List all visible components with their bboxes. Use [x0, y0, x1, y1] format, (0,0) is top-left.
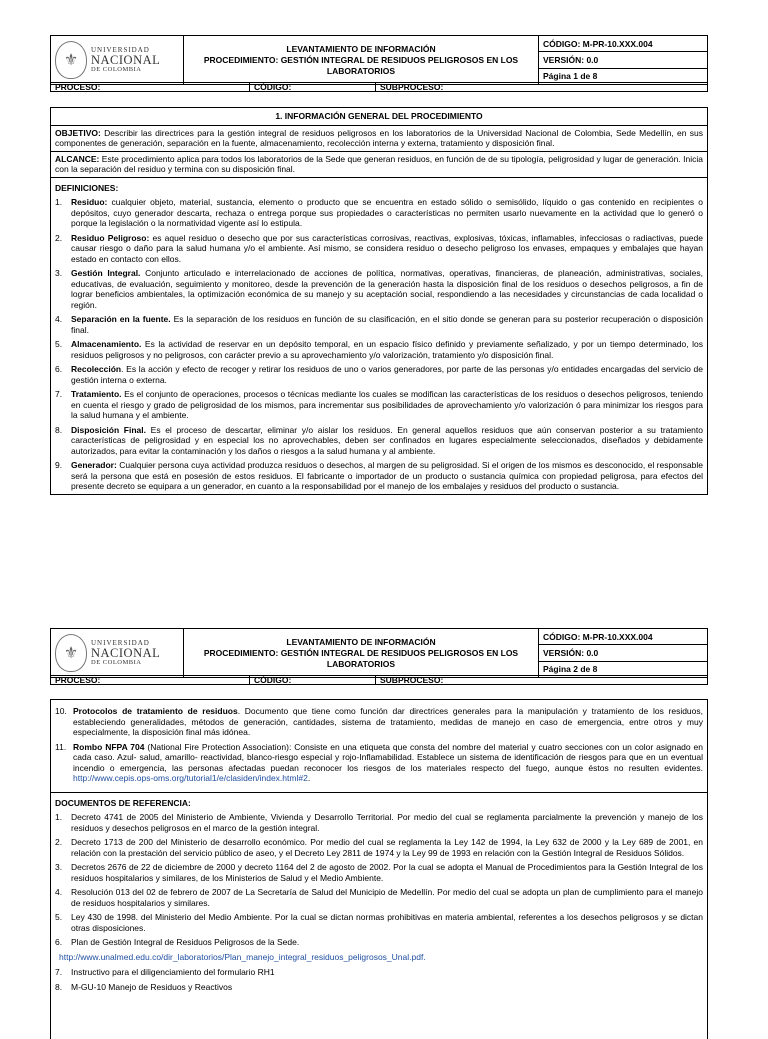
page2-body [50, 699, 708, 1039]
page1-body [50, 107, 708, 495]
page1-process-row [50, 82, 708, 92]
list-item: 3. Decretos 2676 de 22 de diciembre de 2000 y decreto 1164 del 2 de agosto de 2002. Por la cual se adopta el Manual de Procedimientos para la Gestión Integral de los residuos hospitalarios y similares, de los Ministerios de Salud y el Medio Ambiente. [55, 862, 703, 883]
alcance-text: Este procedimiento aplica para todos los laboratorios de la Sede que generan residuos, en función de de su tipología, peligrosidad y lugar de generación. Inicia con la separación del residuo y termina con su disposición final. [55, 153, 703, 174]
list-item: 7. Instructivo para el diligenciamiento del formulario RH1 [55, 967, 275, 977]
definiciones-label: DEFINICIONES: [55, 182, 119, 193]
university-logo [55, 629, 179, 677]
page2-process-row [50, 675, 708, 685]
proceso-label: PROCESO: [51, 676, 250, 685]
doc-title [184, 36, 539, 85]
list-item: 5. Ley 430 de 1998. del Ministerio del Medio Ambiente. Por la cual se dictan normas prohibitivas en materia ambiental, referentes a los desechos peligrosos y se dictan otras disposiciones. [55, 912, 703, 933]
logo-line1: UNIVERSIDAD [91, 46, 150, 54]
list-item: 11. Rombo NFPA 704 (National Fire Protection Association): Consiste en una etiqueta que consta del nombre del material y cuatro secciones con un color asignado en cada caso. Azul- salud, amarillo- reactividad, blanco-riesgo especial y rojo-Inflamabilidad. Establece un sistema de identificación de riesgos para que en un eventual incendio o emergencia, las personas afectadas puedan reconocer los riesgos de los materiales respecto del fuego, aunque éstos no resulten evidentes. http://www.cepis.ops-oms.org/tutorial1/e/clasiden/index.html#2. [55, 741, 704, 783]
definiciones-block [51, 178, 707, 494]
list-item: 4. Separación en la fuente. Es la separación de los residuos en función de su clasificación, en el sitio donde se generan para su posterior recuperación o disposición final. [55, 314, 704, 335]
title-line3: LABORATORIOS [326, 658, 396, 669]
page2-header [50, 628, 708, 678]
objetivo-label: OBJETIVO: [55, 127, 101, 138]
definitions-list [55, 197, 703, 492]
definitions-list-continued [55, 706, 703, 784]
doc-code: CÓDIGO: M-PR-10.XXX.004 [539, 629, 708, 645]
doc-version: VERSIÓN: 0.0 [539, 645, 708, 661]
logo-cell [51, 36, 184, 85]
title-line2: PROCEDIMIENTO: GESTIÓN INTEGRAL DE RESIDUOS PELIGROSOS EN LOS [203, 54, 519, 65]
university-seal-icon: ⚜ [55, 41, 87, 79]
doc-title [184, 629, 539, 678]
codigo-label: CÓDIGO: [250, 676, 376, 685]
title-line1: LEVANTAMIENTO DE INFORMACIÓN [286, 636, 436, 647]
list-item: 3. Gestión Integral. Conjunto articulado e interrelacionado de acciones de política, normativas, operativas, financieras, de planeación, administrativas, sociales, educativas, de evaluación, seguimiento y monitoreo, desde la prevención de la generación hasta la disposición final de los residuos o desechos peligrosos, a fin de lograr beneficios ambientales, la optimización económica de su manejo y su aceptación social, respondiendo a las necesidades y circunstancias de cada localidad o región. [55, 268, 703, 310]
section-title: 1. INFORMACIÓN GENERAL DEL PROCEDIMIENTO [51, 108, 707, 126]
references-list-continued [55, 967, 703, 992]
page-number: Página 2 de 8 [539, 661, 708, 677]
list-item: 6. Plan de Gestión Integral de Residuos Peligrosos de la Sede. [55, 937, 300, 947]
references-block [51, 792, 707, 999]
logo-line2: NACIONAL [91, 646, 161, 660]
title-line3: LABORATORIOS [326, 65, 396, 76]
list-item: 1. Residuo: cualquier objeto, material, sustancia, elemento o producto que se encuentra en estado sólido o semisólido, líquido o gas contenido en recipientes o depósitos, cuyo generador descarta, rechaza o entrega porque sus propiedades o características no permiten usarlo nuevamente en la actividad que lo generó o porque la legislación o la normatividad vigente así lo estipula. [55, 197, 703, 228]
page-number: Página 1 de 8 [539, 68, 708, 84]
list-item: 2. Residuo Peligroso: es aquel residuo o desecho que por sus características corrosivas, reactivas, explosivas, tóxicas, inflamables, infecciosas o radiactivas, puede causar riesgo o daño para la salud humana y/o el ambiente. Así mismo, se considera residuo o desecho peligroso los envases, empaques y embalajes que hayan estado en contacto con ellos. [55, 232, 703, 264]
logo-line1: UNIVERSIDAD [91, 639, 150, 647]
logo-line2: NACIONAL [91, 53, 161, 67]
list-item: 8. Disposición Final. Es el proceso de descartar, eliminar y/o aislar los residuos. En general aquellos residuos que aún conservan posterior a su tratamiento características de peligrosidad y en especial los no aprovechables, deben ser confinados en lugares especialmente seleccionados, diseñados y debidamente autorizados, para evitar la contaminación y los daños o riesgos a la salud humana y al ambiente. [55, 424, 704, 456]
objetivo-text: Describir las directrices para la gestión integral de residuos peligrosos en los laboratorios de la Universidad Nacional de Colombia, Sede Medellín, en sus componentes de generación, separación en la fuente, almacenamiento, recolección interna y externa, tratamiento y disposición final. [55, 127, 703, 148]
doc-code: CÓDIGO: M-PR-10.XXX.004 [539, 36, 708, 52]
plan-pdf-link[interactable]: http://www.unalmed.edu.co/dir_laboratorios/Plan_manejo_integral_residuos_peligrosos_Unal.pdf. [59, 951, 426, 962]
doc-version: VERSIÓN: 0.0 [539, 52, 708, 68]
alcance-block [51, 152, 707, 178]
list-item: 9. Generador: Cualquier persona cuya actividad produzca residuos o desechos, al margen de su peligrosidad. Si el origen de los mismos es desconocido, el responsable será la persona que está en posesión de estos residuos. El fabricante o importador de un producto o sustancia química con propiedad peligrosa, para efectos del presente decreto se equipara a un generador, en cuanto a la responsabilidad por el manejo de los embalajes y residuos del producto o sustancia. [55, 460, 703, 491]
logo-line3: DE COLOMBIA [91, 658, 142, 666]
list-item: 7. Tratamiento. Es el conjunto de operaciones, procesos o técnicas mediante los cuales se modifican las características de los residuos o desechos peligrosos, teniendo en cuenta el riesgo y grado de peligrosidad de los mismos, para incrementar sus posibilidades de aprovechamiento y/o valorización ó para minimizar los riesgos para la salud humana y el ambiente. [55, 389, 703, 420]
title-line1: LEVANTAMIENTO DE INFORMACIÓN [286, 43, 436, 54]
subproceso-label: SUBPROCESO: [376, 83, 708, 92]
list-item: 8. M-GU-10 Manejo de Residuos y Reactivos [55, 981, 233, 992]
university-seal-icon: ⚜ [55, 634, 87, 672]
subproceso-label: SUBPROCESO: [376, 676, 708, 685]
page1-header [50, 35, 708, 85]
docs-label: DOCUMENTOS DE REFERENCIA: [55, 797, 191, 808]
list-item: 1. Decreto 4741 de 2005 del Ministerio de Ambiente, Vivienda y Desarrollo Territorial. Por medio del cual se reglamenta parcialmente la prevención y manejo de los residuos y desechos peligrosos en el marco de la gestión integral. [55, 812, 703, 833]
title-line2: PROCEDIMIENTO: GESTIÓN INTEGRAL DE RESIDUOS PELIGROSOS EN LOS [203, 647, 519, 658]
logo-line3: DE COLOMBIA [91, 65, 142, 73]
references-list [55, 812, 703, 948]
list-item: 4. Resolución 013 del 02 de febrero de 2007 de La Secretaría de Salud del Municipio de Medellín. Por medio del cual se adopta un plan de cumplimiento para el manejo de residuos hospitalarios y similares. [55, 887, 703, 908]
list-item: 6. Recolección. Es la acción y efecto de recoger y retirar los residuos de uno o varios generadores, por parte de las personas y/o entidades encargadas del servicio de gestión interna o externa. [55, 364, 703, 385]
university-logo [55, 36, 179, 84]
list-item: 2. Decreto 1713 de 200 del Ministerio de desarrollo económico. Por medio del cual se reglamenta la Ley 142 de 1994, la Ley 632 de 2000 y la Ley 689 de 2001, en relación con la prestación del servicio público de aseo, y el Decreto Ley 2811 de 1974 y la Ley 99 de 1993 en relación con la Gestión Integral de Residuos Sólidos. [55, 837, 703, 858]
codigo-label: CÓDIGO: [250, 83, 376, 92]
alcance-label: ALCANCE: [55, 153, 100, 164]
logo-cell [51, 629, 184, 678]
list-item: 10. Protocolos de tratamiento de residuos. Documento que tiene como función dar directrices generales para la manipulación y tratamiento de los residuos, estableciendo generalidades, métodos de generación, cantidades, sistema de tratamiento, medidas de manejo en caso de emergencia, entre otros y muy especialmente, la disposición final más idónea. [55, 706, 703, 737]
objetivo-block [51, 126, 707, 152]
proceso-label: PROCESO: [51, 83, 250, 92]
list-item: 5. Almacenamiento. Es la actividad de reservar en un depósito temporal, en un espacio físico definido y previamente señalizado, y por un tiempo determinado, los residuos peligrosos y no peligrosos, con carácter previo a su aprovechamiento y/o valorización, tratamiento y/o disposición final. [55, 339, 703, 360]
nfpa-link[interactable]: http://www.cepis.ops-oms.org/tutorial1/e/clasiden/index.html#2 [73, 773, 308, 783]
